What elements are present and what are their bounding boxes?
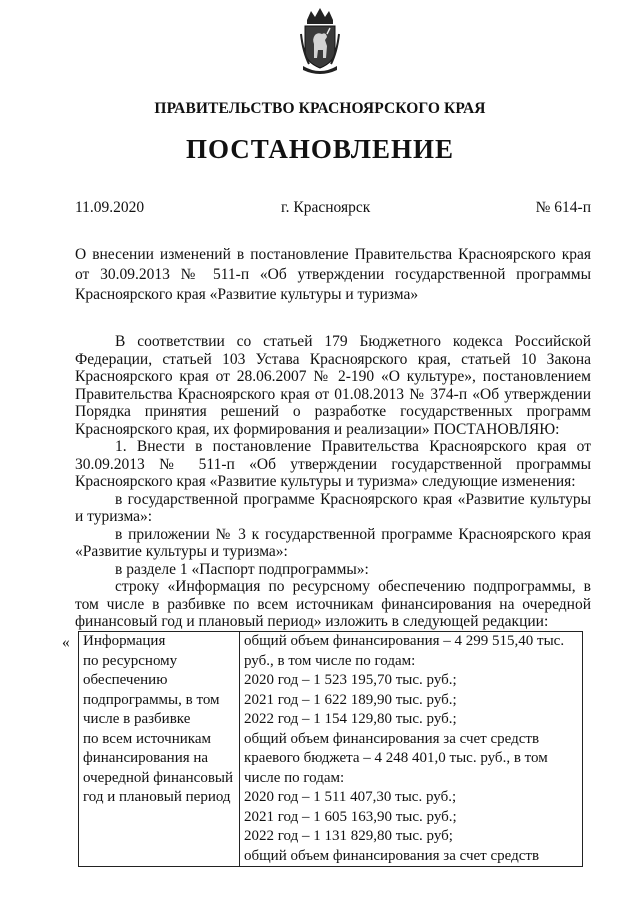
paragraph-row: строку «Информация по ресурсному обеспечению подпрограммы, в том числе в разбивке по всем источникам финансирования на очередной финансовый год и плановый период» изложить в следующей редакции:: [75, 578, 591, 630]
label-line: по ресурсному: [83, 652, 178, 669]
table-label-cell: [79, 632, 240, 867]
label-line: подпрограммы, в том: [83, 691, 220, 708]
document-meta: [75, 199, 591, 219]
value-line: 2022 год – 1 154 129,80 тыс. руб.;: [244, 711, 457, 727]
label-line: обеспечению: [83, 672, 168, 688]
label-line: год и плановый период: [83, 789, 231, 805]
value-line: 2022 год – 1 131 829,80 тыс. руб;: [244, 828, 453, 844]
document-body: [75, 333, 591, 631]
open-quote-mark: «: [62, 634, 70, 651]
document-number: № 614-п: [535, 199, 591, 216]
value-line: руб., в том числе по годам:: [244, 652, 416, 669]
document-subject: О внесении изменений в постановление Правительства Красноярского края от 30.09.2013 № 511-п «Об утверждении государственной программы Красноярского края «Развитие культуры и туризма»: [75, 246, 591, 303]
paragraph-section: в разделе 1 «Паспорт подпрограммы»:: [115, 560, 369, 578]
value-line: 2020 год – 1 523 195,70 тыс. руб.;: [244, 672, 457, 688]
paragraph-preamble: В соответствии со статьей 179 Бюджетного кодекса Российской Федерации, статьей 103 Устава Красноярского края, статьей 10 Закона Красноярского края от 28.06.2007 № 2-190 «О культуре», постановлением Правительства Красноярского края от 01.08.2013 № 374-п «Об утверждении Порядка принятия решений о разработке государственных программ Красноярского края, их формирования и реализации» ПОСТАНОВЛЯЮ:: [75, 333, 591, 438]
value-line: общий объем финансирования – 4 299 515,40 тыс.: [244, 633, 565, 649]
paragraph-appendix: в приложении № 3 к государственной программе Красноярского края «Развитие культуры и туризма»:: [75, 525, 591, 560]
value-line: общий объем финансирования за счет средств: [244, 730, 540, 747]
table-value-cell: [240, 632, 583, 867]
label-line: числе в разбивке: [83, 711, 191, 727]
value-line: числе по годам:: [244, 769, 345, 786]
document-city: г. Красноярск: [281, 199, 371, 216]
krasnoyarsk-coat-of-arms-icon: [299, 6, 341, 76]
value-line: общий объем финансирования за счет средств: [244, 847, 540, 864]
label-line: очередной финансовый: [83, 769, 234, 786]
label-line: по всем источникам: [83, 730, 211, 747]
paragraph-item-1: 1. Внести в постановление Правительства Красноярского края от 30.09.2013 № 511-п «Об утверждении государственной программы Красноярского края «Развитие культуры и туризма» следующие изменения:: [75, 438, 591, 490]
label-line: финансирования на: [83, 750, 209, 766]
value-line: 2021 год – 1 605 163,90 тыс. руб.;: [244, 808, 457, 825]
document-date: 11.09.2020: [75, 199, 145, 216]
document-type-title: ПОСТАНОВЛЕНИЕ: [185, 134, 455, 164]
paragraph-program: в государственной программе Красноярского края «Развитие культуры и туризма»:: [75, 490, 591, 525]
value-line: 2021 год – 1 622 189,90 тыс. руб.;: [244, 691, 457, 708]
government-title: ПРАВИТЕЛЬСТВО КРАСНОЯРСКОГО КРАЯ: [154, 100, 486, 117]
funding-table: [78, 631, 583, 867]
label-line: Информация: [83, 633, 166, 649]
value-line: краевого бюджета – 4 248 401,0 тыс. руб., в том: [244, 750, 548, 766]
value-line: 2020 год – 1 511 407,30 тыс. руб.;: [244, 789, 457, 805]
table-row: [79, 632, 583, 867]
